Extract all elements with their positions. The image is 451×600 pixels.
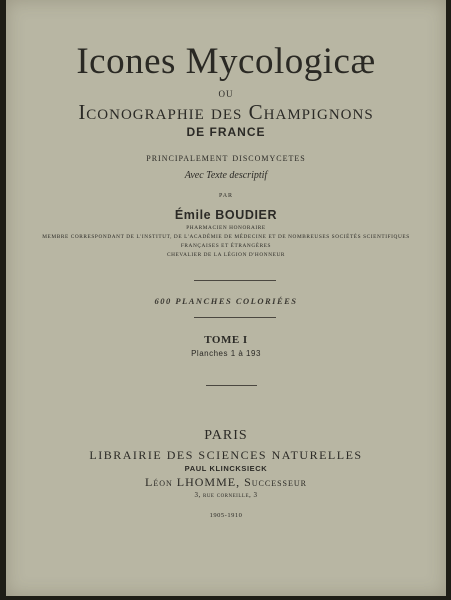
divider-middle: [194, 317, 276, 318]
par-line: PAR: [218, 193, 234, 199]
book-title: Icones Mycologicæ: [76, 41, 376, 82]
imprint-publisher: LIBRAIRIE DES SCIENCES NATURELLES: [89, 448, 363, 462]
descriptive-line: Avec Texte descriptif: [184, 170, 268, 181]
author-name: Émile BOUDIER: [174, 208, 278, 222]
ou-connector: OU: [218, 89, 234, 99]
author-title-2: MEMBRE CORRESPONDANT DE L'INSTITUT, DE L'ACADÉMIE DE MÉDECINE ET DE NOMBREUSES SOCIÉTÉS SCIENTIFIQUES: [42, 234, 410, 240]
imprint-successor: Léon LHOMME, Successeur: [144, 475, 307, 489]
imprint-city: PARIS: [204, 428, 248, 443]
imprint-address: 3, rue corneille, 3: [194, 491, 258, 499]
plates-range: Planches 1 à 193: [191, 349, 261, 358]
book-subtitle: Iconographie des Champignons: [78, 100, 374, 124]
author-title-4: CHEVALIER DE LA LÉGION D'HONNEUR: [166, 252, 286, 258]
divider-bottom: [206, 385, 257, 386]
volume-label: TOME I: [204, 334, 248, 346]
imprint-dates: 1905-1910: [209, 512, 243, 519]
plates-count: 600 PLANCHES COLORIÉES: [154, 296, 298, 306]
country-line: DE FRANCE: [186, 125, 266, 139]
author-title-1: PHARMACIEN HONORAIRE: [186, 225, 266, 231]
imprint-publisher-name: PAUL KLINCKSIECK: [184, 464, 268, 473]
scope-line: principalement discomycetes: [146, 150, 306, 164]
title-page: [6, 0, 446, 596]
author-title-3: FRANÇAISES ET ÉTRANGÈRES: [180, 243, 272, 249]
divider-top: [194, 280, 276, 281]
